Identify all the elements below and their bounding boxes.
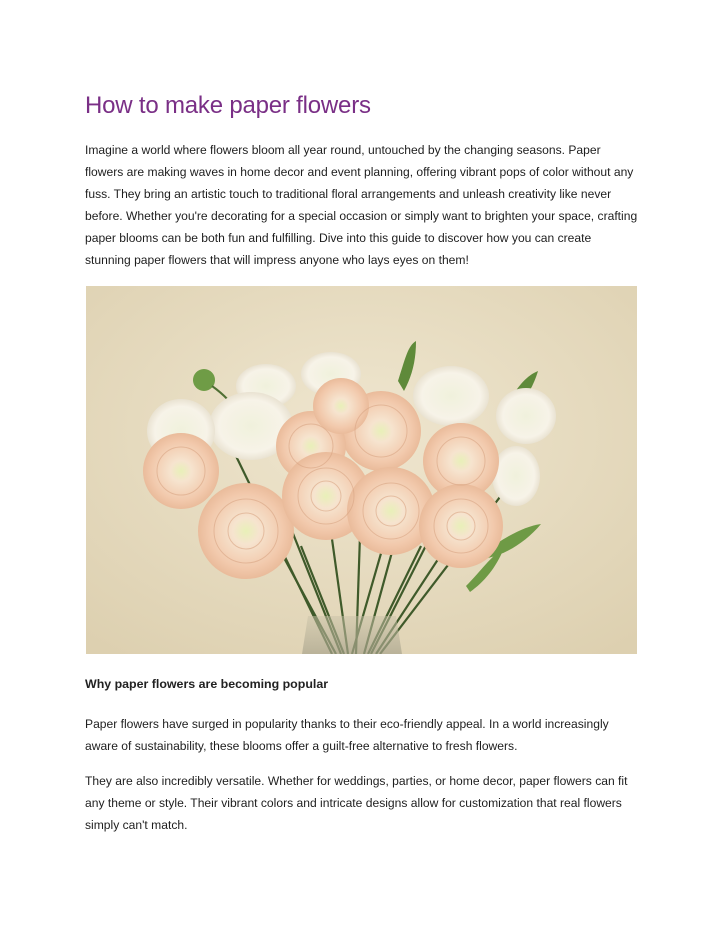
intro-paragraph: Imagine a world where flowers bloom all year round, untouched by the changing seasons. Paper flowers are making waves in home decor and event planning, offering vibrant pops of color without any fuss. They bring an artistic touch to traditional floral arrangements and unleash creativity like never before. Whether you're decorating for a special occasion or simply want to brighten your space, crafting paper blooms can be both fun and fulfilling. Dive into this guide to discover how you can create stunning paper flowers that will impress anyone who lays eyes on them! bbox=[85, 143, 638, 267]
paper-flower-bouquet-photo bbox=[86, 286, 637, 654]
glass-vase bbox=[302, 616, 402, 654]
seed-pod bbox=[193, 369, 215, 391]
body-paragraph: Paper flowers have surged in popularity thanks to their eco-friendly appeal. In a world increasingly aware of sustainability, these blooms offer a guilt-free alternative to fresh flowers. bbox=[85, 717, 609, 753]
body-paragraph: They are also incredibly versatile. Whether for weddings, parties, or home decor, paper flowers can fit any theme or style. Their vibrant colors and intricate designs allow for customization that real flowers simply can't match. bbox=[85, 774, 628, 832]
section-heading: Why paper flowers are becoming popular bbox=[85, 677, 329, 691]
bouquet-illustration bbox=[86, 286, 637, 654]
article-title: How to make paper flowers bbox=[85, 92, 371, 119]
